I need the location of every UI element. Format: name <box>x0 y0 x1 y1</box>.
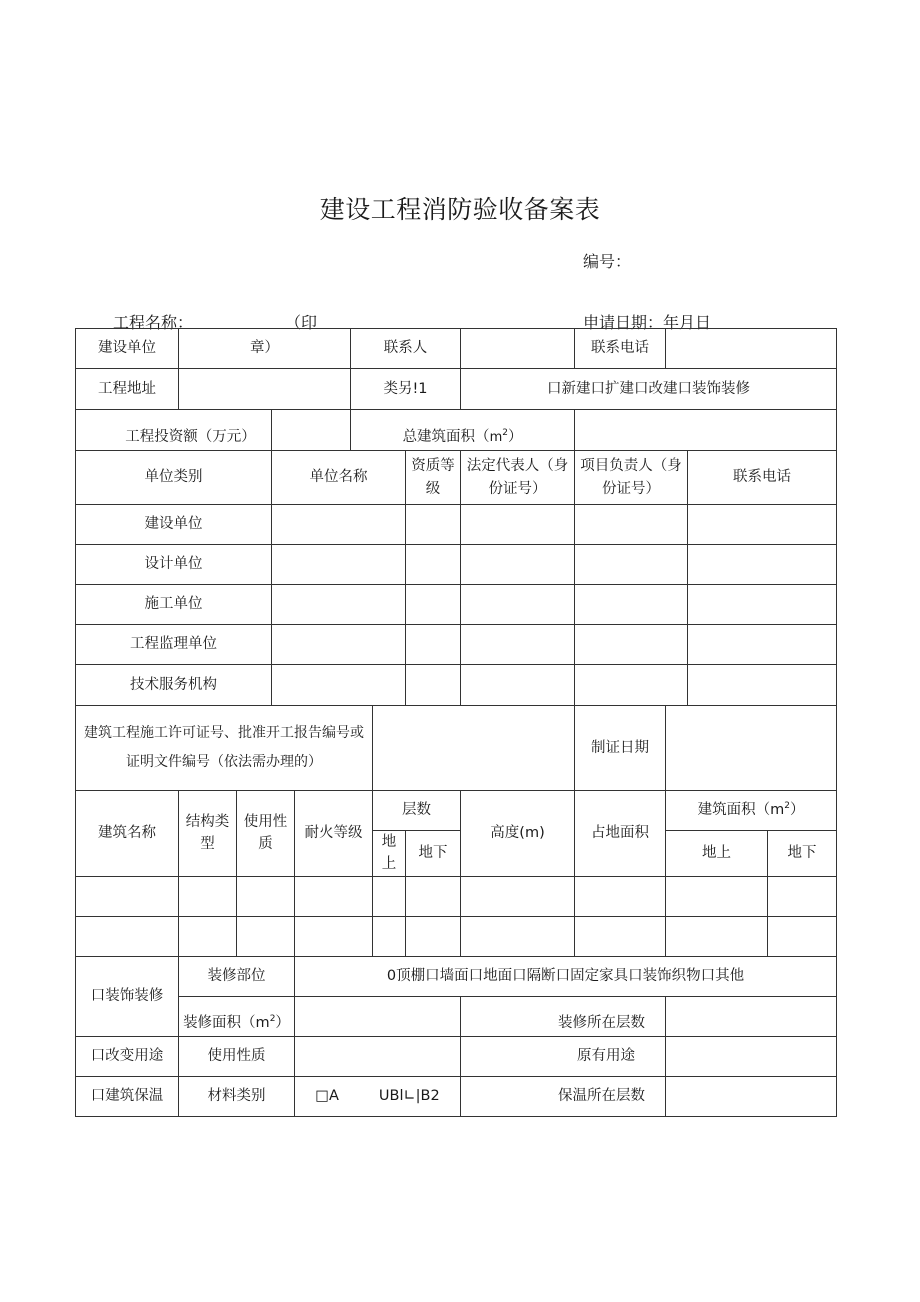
building-cell[interactable] <box>406 876 461 916</box>
building-cell[interactable] <box>373 916 406 956</box>
floors-below-header: 地下 <box>406 831 461 877</box>
unit-row-label: 建设单位 <box>76 505 272 545</box>
area-above-header: 地上 <box>666 831 768 877</box>
usage-nature-value[interactable] <box>295 1036 461 1076</box>
unit-qual-cell[interactable] <box>406 585 461 625</box>
usage-nature-label: 使用性质 <box>179 1036 295 1076</box>
option-b-checkbox[interactable]: UBl∟|B2 <box>378 1088 440 1105</box>
total-area-value[interactable] <box>575 410 837 451</box>
unit-phone-cell[interactable] <box>688 585 837 625</box>
building-area-header <box>666 791 837 831</box>
insulation-floor-label: 保温所在层数 <box>461 1076 666 1116</box>
project-name-label: 工程名称： <box>113 313 194 332</box>
building-cell[interactable] <box>768 876 837 916</box>
building-cell[interactable] <box>179 916 237 956</box>
address-value[interactable] <box>179 369 351 410</box>
total-area-label-text: 总建筑面积（ <box>402 428 490 445</box>
building-cell[interactable] <box>461 876 575 916</box>
unit-qual-cell[interactable] <box>406 625 461 665</box>
decoration-area-text: 装修面积（m <box>183 1015 270 1032</box>
apply-date-label: 申请日期：年月日 <box>583 313 712 332</box>
table-row <box>76 505 837 545</box>
unit-name-header: 单位名称 <box>272 451 406 505</box>
project-lead-header: 项目负责人（身份证号） <box>575 451 688 505</box>
page-title: 建设工程消防验收备案表 <box>319 195 601 224</box>
total-area-sup: 2 <box>502 427 508 438</box>
building-cell[interactable] <box>575 916 666 956</box>
building-cell[interactable] <box>768 916 837 956</box>
building-cell[interactable] <box>373 876 406 916</box>
table-row <box>76 545 837 585</box>
unit-qual-cell[interactable] <box>406 665 461 706</box>
table-row <box>76 625 837 665</box>
unit-name-cell[interactable] <box>272 665 406 706</box>
table-row <box>76 665 837 706</box>
building-cell[interactable] <box>406 916 461 956</box>
permit-date-label: 制证日期 <box>575 706 666 791</box>
total-area-label <box>351 410 575 451</box>
original-usage-value[interactable] <box>666 1036 837 1076</box>
category-options[interactable]: 口新建口扩建口改建口装饰装修 <box>461 369 837 410</box>
building-cell[interactable] <box>575 876 666 916</box>
unit-name-cell[interactable] <box>272 505 406 545</box>
permit-label: 建筑工程施工许可证号、批准开工报告编号或证明文件编号（依法需办理的） <box>76 706 373 791</box>
unit-type-header: 单位类别 <box>76 451 272 505</box>
option-a-checkbox[interactable]: □A <box>315 1088 339 1105</box>
building-cell[interactable] <box>295 916 373 956</box>
unit-phone-header: 联系电话 <box>688 451 837 505</box>
table-row <box>76 876 837 916</box>
unit-lead-cell[interactable] <box>575 585 688 625</box>
address-label: 工程地址 <box>76 369 179 410</box>
unit-row-label: 技术服务机构 <box>76 665 272 706</box>
building-cell[interactable] <box>237 916 295 956</box>
decoration-floor-label: 装修所在层数 <box>461 996 666 1036</box>
unit-rep-cell[interactable] <box>461 665 575 706</box>
building-area-close: ） <box>789 802 805 819</box>
material-options[interactable] <box>295 1076 461 1116</box>
legal-rep-header: 法定代表人（身份证号） <box>461 451 575 505</box>
unit-qual-cell[interactable] <box>406 505 461 545</box>
usage-change-checkbox-label[interactable]: 口改变用途 <box>76 1036 179 1076</box>
builder-label: 建设单位 <box>76 329 179 369</box>
floors-above-header: 地上 <box>373 831 406 877</box>
permit-number-value[interactable] <box>373 706 575 791</box>
category-label: 类另!1 <box>351 369 461 410</box>
decoration-area-label <box>179 996 295 1036</box>
building-cell[interactable] <box>76 916 179 956</box>
decoration-area-close: ） <box>275 1015 290 1032</box>
unit-phone-cell[interactable] <box>688 665 837 706</box>
unit-name-cell[interactable] <box>272 545 406 585</box>
unit-name-cell[interactable] <box>272 625 406 665</box>
unit-row-label: 工程监理单位 <box>76 625 272 665</box>
decoration-floor-value[interactable] <box>666 996 837 1036</box>
unit-row-label: 设计单位 <box>76 545 272 585</box>
building-cell[interactable] <box>179 876 237 916</box>
building-area-text: 建筑面积（m <box>697 802 785 819</box>
unit-lead-cell[interactable] <box>575 665 688 706</box>
height-header: 高度(m) <box>461 791 575 877</box>
building-cell[interactable] <box>237 876 295 916</box>
contact-value[interactable] <box>461 329 575 369</box>
qualification-header: 资质等级 <box>406 451 461 505</box>
investment-value[interactable] <box>272 410 351 451</box>
material-type-label: 材料类别 <box>179 1076 295 1116</box>
unit-lead-cell[interactable] <box>575 505 688 545</box>
building-cell[interactable] <box>666 916 768 956</box>
total-area-unit: m <box>489 429 503 445</box>
unit-rep-cell[interactable] <box>461 505 575 545</box>
insulation-checkbox-label[interactable]: 口建筑保温 <box>76 1076 179 1116</box>
decoration-area-value[interactable] <box>295 996 461 1036</box>
unit-name-cell[interactable] <box>272 585 406 625</box>
contact-label: 联系人 <box>351 329 461 369</box>
phone-value[interactable] <box>666 329 837 369</box>
decoration-part-options[interactable]: 0顶棚口墙面口地面口隔断口固定家具口装饰织物口其他 <box>295 956 837 996</box>
floors-header: 层数 <box>373 791 461 831</box>
unit-lead-cell[interactable] <box>575 545 688 585</box>
building-cell[interactable] <box>295 876 373 916</box>
permit-date-value[interactable] <box>666 706 837 791</box>
structure-header: 结构类型 <box>179 791 237 877</box>
building-area-sup: 2 <box>784 801 790 812</box>
unit-qual-cell[interactable] <box>406 545 461 585</box>
original-usage-label: 原有用途 <box>461 1036 666 1076</box>
decoration-area-sup: 2 <box>269 1014 276 1025</box>
total-area-close: ） <box>507 428 523 445</box>
unit-rep-cell[interactable] <box>461 585 575 625</box>
table-row <box>76 916 837 956</box>
decoration-part-label: 装修部位 <box>179 956 295 996</box>
footprint-header: 占地面积 <box>575 791 666 877</box>
building-cell[interactable] <box>461 916 575 956</box>
unit-phone-cell[interactable] <box>688 505 837 545</box>
unit-row-label: 施工单位 <box>76 585 272 625</box>
unit-phone-cell[interactable] <box>688 625 837 665</box>
insulation-floor-value[interactable] <box>666 1076 837 1116</box>
investment-label: 工程投资额（万元） <box>76 410 272 451</box>
seal-label-cont[interactable] <box>179 329 351 369</box>
building-cell[interactable] <box>76 876 179 916</box>
unit-phone-cell[interactable] <box>688 545 837 585</box>
unit-rep-cell[interactable] <box>461 625 575 665</box>
serial-number-label: 编号： <box>583 252 632 271</box>
seal-label: （印 <box>285 313 318 332</box>
fire-rating-header: 耐火等级 <box>295 791 373 877</box>
seal-label-cont-text: 章） <box>250 340 279 357</box>
decoration-checkbox-label[interactable]: 口装饰装修 <box>76 956 179 1036</box>
phone-label: 联系电话 <box>575 329 666 369</box>
building-name-header: 建筑名称 <box>76 791 179 877</box>
table-row <box>76 585 837 625</box>
unit-rep-cell[interactable] <box>461 545 575 585</box>
filing-form <box>75 328 837 1117</box>
usage-header: 使用性质 <box>237 791 295 877</box>
unit-lead-cell[interactable] <box>575 625 688 665</box>
area-below-header: 地下 <box>768 831 837 877</box>
building-cell[interactable] <box>666 876 768 916</box>
